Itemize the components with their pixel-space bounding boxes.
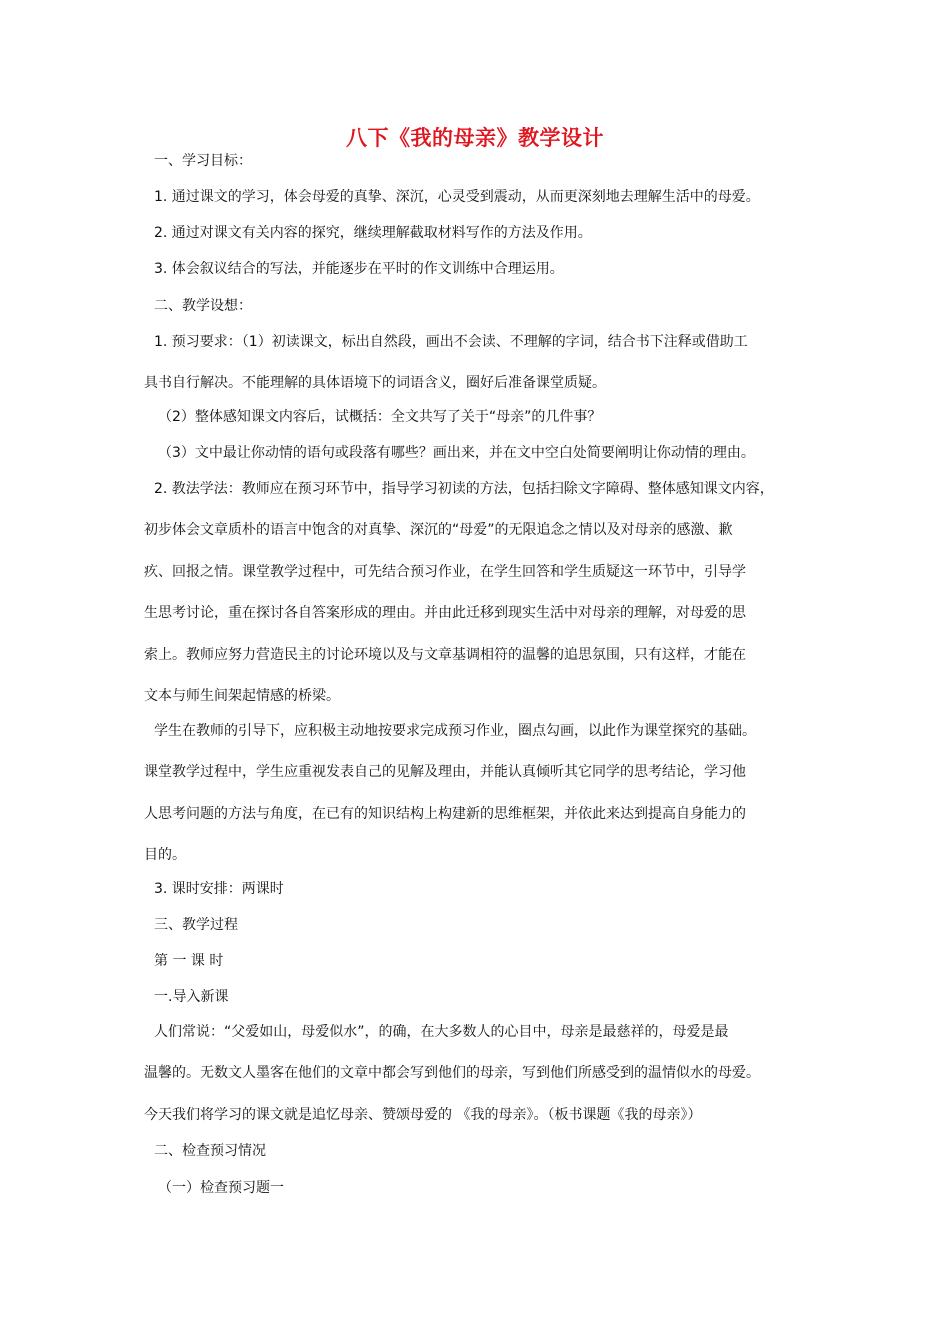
text-line: 二、检查预习情况 bbox=[154, 1143, 266, 1159]
text-line: 3. 课时安排：两课时 bbox=[154, 881, 284, 897]
text-line: 人思考问题的方法与角度，在已有的知识结构上构建新的思维框架，并依此来达到提高自身能力的 bbox=[144, 806, 746, 822]
text-line: 2. 教法学法：教师应在预习环节中，指导学习初读的方法，包括扫除文字障碍、整体感知课文内容， bbox=[154, 481, 774, 497]
text-line: 文本与师生间架起情感的桥梁。 bbox=[144, 688, 340, 704]
text-line: 生思考讨论，重在探讨各自答案形成的理由。并由此迁移到现实生活中对母亲的理解，对母爱的思 bbox=[144, 605, 746, 621]
text-line: （2）整体感知课文内容后，试概括：全文共写了关于“母亲”的几件事？ bbox=[158, 409, 602, 425]
text-line: 目的。 bbox=[144, 847, 186, 863]
text-line: 温馨的。无数文人墨客在他们的文章中都会写到他们的母亲，写到他们所感受到的温情似水的母爱。 bbox=[144, 1065, 760, 1081]
text-line: 二、教学设想： bbox=[154, 298, 252, 314]
text-line: 课堂教学过程中，学生应重视发表自己的见解及理由，并能认真倾听其它同学的思考结论，学习他 bbox=[144, 764, 746, 780]
text-line: 3. 体会叙议结合的写法，并能逐步在平时的作文训练中合理运用。 bbox=[154, 261, 564, 277]
text-line: 第 一 课 时 bbox=[154, 953, 224, 969]
document-title: 八下《我的母亲》教学设计 bbox=[346, 126, 604, 150]
text-line: 疚、回报之情。课堂教学过程中，可先结合预习作业，在学生回答和学生质疑这一环节中，引导学 bbox=[144, 564, 746, 580]
text-line: 初步体会文章质朴的语言中饱含的对真挚、深沉的“母爱”的无限追念之情以及对母亲的感激、歉 bbox=[144, 522, 733, 538]
text-line: 三、教学过程 bbox=[154, 917, 238, 933]
text-line: 人们常说：“父爱如山，母爱似水”，的确，在大多数人的心目中，母亲是最慈祥的，母爱是最 bbox=[154, 1024, 729, 1040]
text-line: （一）检查预习题一 bbox=[158, 1180, 284, 1196]
text-line: 具书自行解决。不能理解的具体语境下的词语含义，圈好后准备课堂质疑。 bbox=[144, 375, 606, 391]
text-line: 1. 通过课文的学习，体会母爱的真挚、深沉，心灵受到震动，从而更深刻地去理解生活中的母爱。 bbox=[154, 189, 760, 205]
text-line: 2. 通过对课文有关内容的探究，继续理解截取材料写作的方法及作用。 bbox=[154, 225, 592, 241]
text-line: 索上。教师应努力营造民主的讨论环境以及与文章基调相符的温馨的追思氛围，只有这样，才能在 bbox=[144, 647, 746, 663]
text-line: 今天我们将学习的课文就是追忆母亲、赞颂母爱的 《我的母亲》。（板书课题《我的母亲》） bbox=[144, 1107, 702, 1123]
text-line: （3）文中最让你动情的语句或段落有哪些？画出来，并在文中空白处简要阐明让你动情的理由。 bbox=[158, 445, 755, 461]
text-line: 一、学习目标： bbox=[154, 153, 252, 169]
text-line: 学生在教师的引导下，应积极主动地按要求完成预习作业，圈点勾画，以此作为课堂探究的基础。 bbox=[154, 723, 756, 739]
text-line: 1. 预习要求：（1）初读课文，标出自然段，画出不会读、不理解的字词，结合书下注释或借助工 bbox=[154, 334, 748, 350]
text-line: 一.导入新课 bbox=[154, 989, 229, 1005]
